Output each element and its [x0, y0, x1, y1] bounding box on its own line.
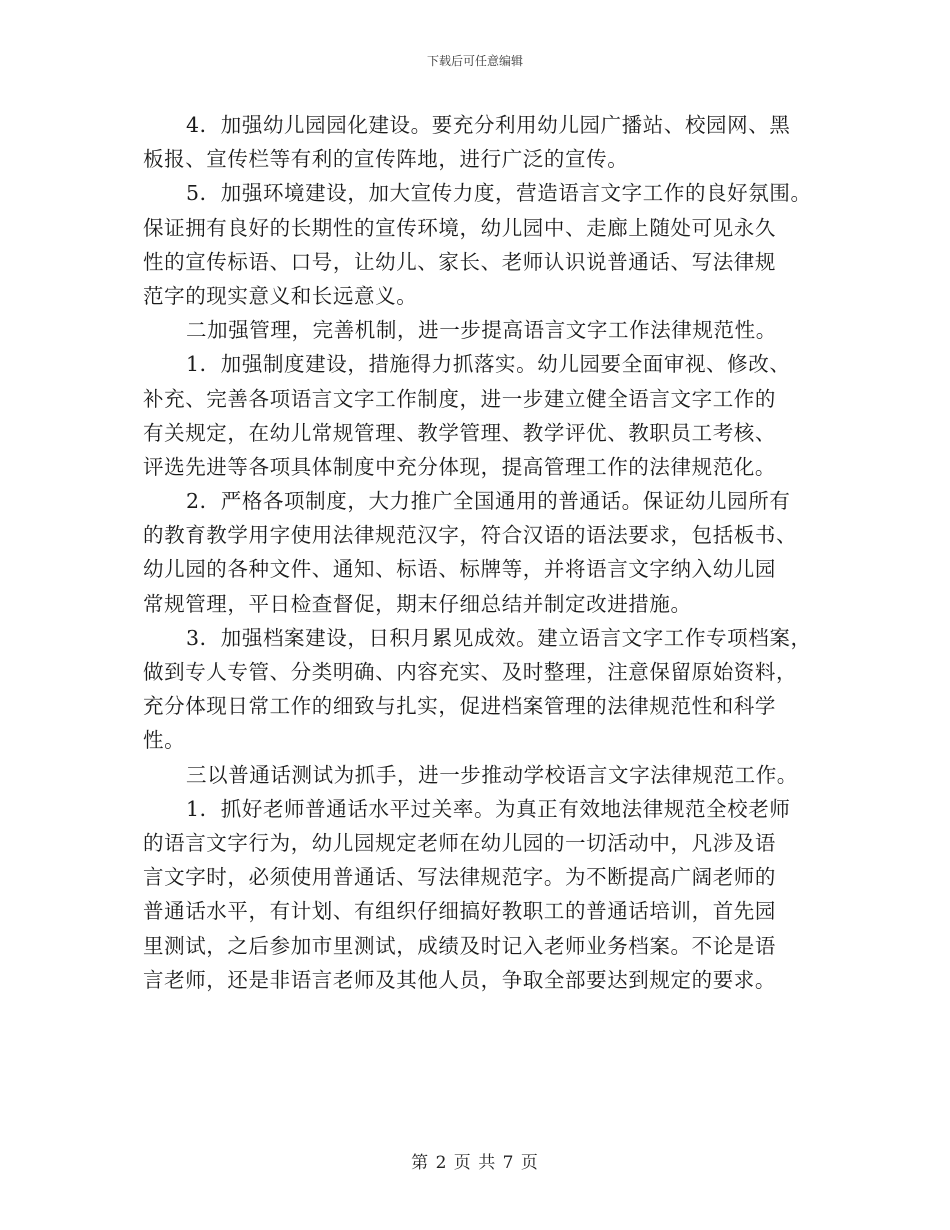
- text-line: 做到专人专管、分类明确、内容充实、及时整理，注意保留原始资料，: [143, 660, 798, 684]
- text-line: 的教育教学用字使用法律规范汉字，符合汉语的语法要求，包括板书、: [143, 523, 798, 548]
- text-line: 普通话水平，有计划、有组织仔细搞好教职工的普通话培训，首先园: [143, 899, 776, 924]
- text-line: 5．加强环境建设，加大宣传力度，营造语言文字工作的良好氛围。: [186, 181, 812, 206]
- section-heading: 三以普通话测试为抓手，进一步推动学校语言文字法律规范工作。: [186, 762, 798, 787]
- document-body: [143, 108, 823, 997]
- text-line: 1．加强制度建设，措施得力抓落实。幼儿园要全面审视、修改、: [186, 352, 791, 377]
- page-footer: 第 2 页 共 7 页: [411, 1153, 539, 1173]
- text-line: 充分体现日常工作的细致与扎实，促进档案管理的法律规范性和科学: [143, 694, 776, 719]
- text-line: 言老师，还是非语言老师及其他人员，争取全部要达到规定的要求。: [143, 967, 776, 992]
- text-line: 4．加强幼儿园园化建设。要充分利用幼儿园广播站、校园网、黑: [186, 113, 791, 137]
- text-line: 2．严格各项制度，大力推广全国通用的普通话。保证幼儿园所有: [186, 489, 791, 514]
- text-line: 补充、完善各项语言文字工作制度，进一步建立健全语言文字工作的: [143, 386, 776, 411]
- section-heading: 二加强管理，完善机制，进一步提高语言文字工作法律规范性。: [186, 318, 777, 343]
- text-line: 里测试，之后参加市里测试，成绩及时记入老师业务档案。不论是语: [143, 933, 776, 958]
- text-line: 范字的现实意义和长远意义。: [143, 283, 418, 308]
- text-line: 幼儿园的各种文件、通知、标语、标牌等，并将语言文字纳入幼儿园: [143, 557, 776, 582]
- text-line: 性的宣传标语、口号，让幼儿、家长、老师认识说普通话、写法律规: [143, 249, 776, 274]
- text-line: 保证拥有良好的长期性的宣传环境，幼儿园中、走廊上随处可见永久: [143, 215, 776, 240]
- text-line: 常规管理，平日检查督促，期末仔细总结并制定改进措施。: [143, 591, 692, 616]
- text-line: 3．加强档案建设，日积月累见成效。建立语言文字工作专项档案，: [186, 625, 812, 650]
- text-line: 性。: [143, 728, 186, 753]
- text-line: 有关规定，在幼儿常规管理、教学管理、教学评优、教职员工考核、: [143, 420, 776, 445]
- text-line: 的语言文字行为，幼儿园规定老师在幼儿园的一切活动中，凡涉及语: [143, 830, 776, 855]
- text-line: 言文字时，必须使用普通话、写法律规范字。为不断提高广阔老师的: [143, 865, 776, 890]
- page-header: 下载后可任意编辑: [426, 54, 523, 68]
- text-line: 板报、宣传栏等有利的宣传阵地，进行广泛的宣传。: [143, 147, 629, 172]
- text-line: 评选先进等各项具体制度中充分体现，提高管理工作的法律规范化。: [143, 454, 776, 479]
- text-line: 1．抓好老师普通话水平过关率。为真正有效地法律规范全校老师: [186, 796, 791, 821]
